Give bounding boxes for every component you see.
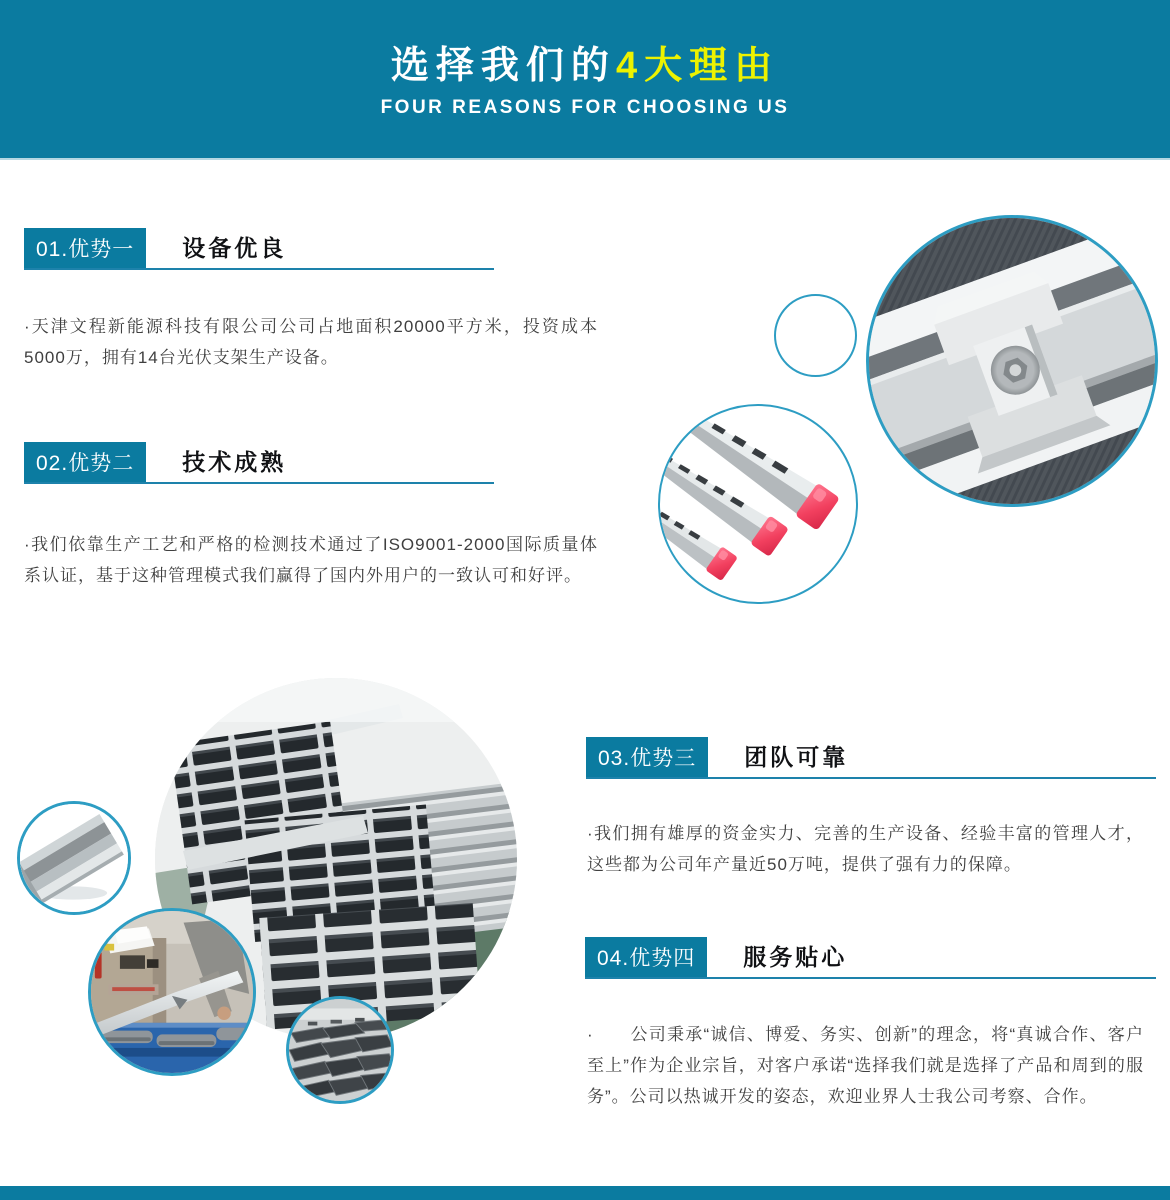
- advantage-2-heading: [24, 443, 494, 484]
- next-section-top-band: [0, 1186, 1170, 1200]
- advantage-3-badge: 03.优势三: [586, 737, 708, 777]
- page-subtitle: FOUR REASONS FOR CHOOSING US: [380, 96, 790, 118]
- advantage-2-title: 技术成熟: [182, 449, 287, 475]
- advantage-3-title: 团队可靠: [744, 744, 849, 770]
- hero-banner: [0, 0, 1170, 160]
- advantage-2-body: ·我们依靠生产工艺和严格的检测技术通过了ISO9001-2000国际质量体系认证，基于这种管理模式我们赢得了国内外用户的一致认可和好评。: [24, 535, 598, 585]
- dark-angle-steel-bundles-photo: [286, 996, 394, 1104]
- advantage-3-body: ·我们拥有雄厚的资金实力、完善的生产设备、经验丰富的管理人才，这些都为公司年产量近50万吨，提供了强有力的保障。: [587, 824, 1144, 874]
- solar-panel-mid-clamp-photo: [866, 215, 1158, 507]
- solar-clamp-graphic: [869, 218, 1155, 504]
- red-cap-channels-graphic: [660, 406, 856, 602]
- dark-bundles-graphic: [289, 999, 391, 1101]
- advantage-4-heading: [585, 938, 1156, 979]
- decorative-empty-circle: [774, 294, 857, 377]
- advantage-1-heading: [24, 229, 494, 270]
- u-channel-steel-profile-photo: [17, 801, 131, 915]
- advantage-4-badge: 04.优势四: [585, 937, 707, 977]
- punched-channel-red-end-caps-photo: [658, 404, 858, 604]
- advantage-4-body: · 公司秉承“诚信、博爱、务实、创新”的理念，将“真诚合作、客户至上”作为企业宗旨，对客户承诺“选择我们就是选择了产品和周到的服务”。公司以热诚开发的姿态，欢迎业界人士我公司考察、合作。: [587, 1025, 1144, 1106]
- advantage-1-title: 设备优良: [182, 235, 287, 261]
- factory-machine-graphic: [91, 911, 253, 1073]
- advantage-3-heading: [586, 738, 1156, 779]
- advantage-4-title: 服务贴心: [743, 944, 848, 970]
- page-title: [0, 0, 1170, 88]
- page-title-accent: 4大理由: [615, 45, 780, 87]
- factory-production-line-photo: [88, 908, 256, 1076]
- u-channel-graphic: [20, 804, 128, 912]
- page-title-main: 选择我们的: [390, 45, 616, 87]
- advantage-1-body: ·天津文程新能源科技有限公司公司占地面积20000平方米，投资成本5000万，拥有14台光伏支架生产设备。: [24, 317, 598, 367]
- advantage-2-badge: 02.优势二: [24, 442, 146, 482]
- advantage-1-badge: 01.优势一: [24, 228, 146, 268]
